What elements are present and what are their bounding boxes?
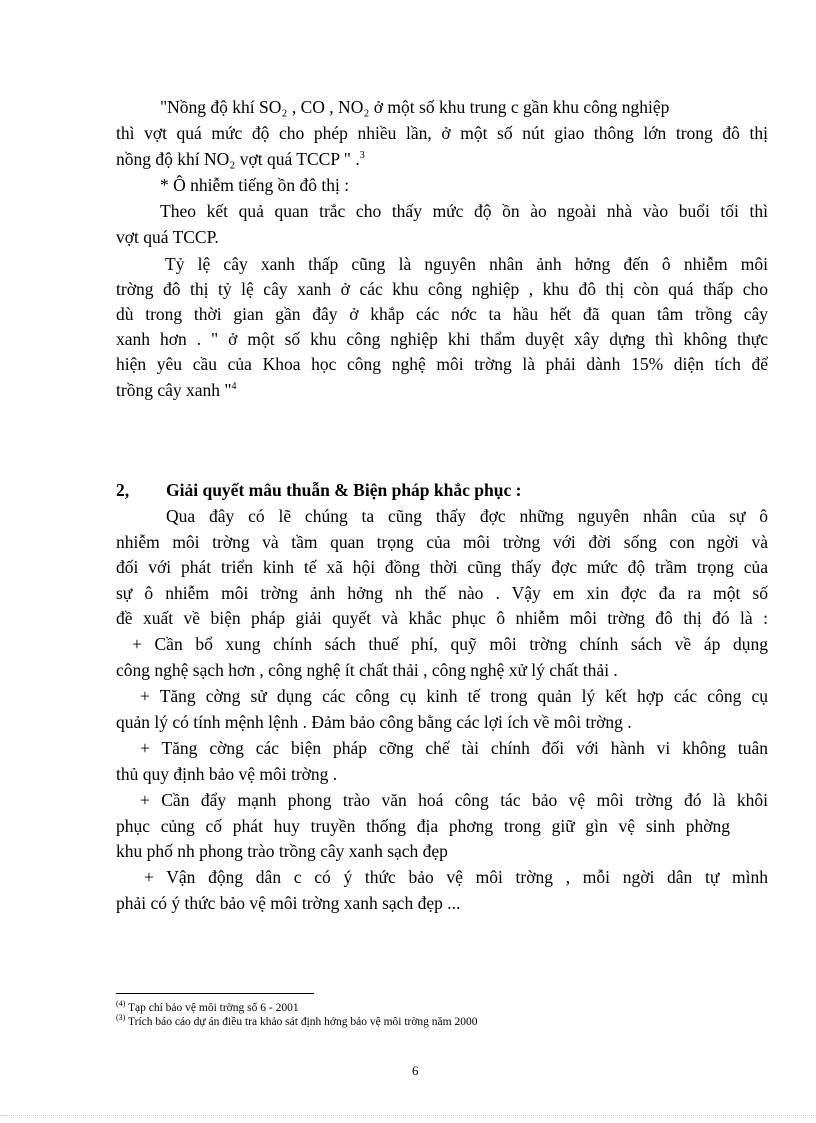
section-line: + Vận động dân c có ý thức bảo vệ môi trờng , mỗi ngời dân tự mình [144, 867, 768, 887]
footnote-text: Trích báo cáo dự án điều tra khảo sát định hớng bảo vệ môi trờng năm 2000 [128, 1016, 478, 1028]
body-line: * Ô nhiễm tiếng ồn đô thị : [160, 175, 350, 195]
page-bottom-border [0, 1115, 816, 1116]
section-line: quản lý có tính mệnh lệnh . Đảm bảo công bằng các lợi ích về môi trờng . [116, 712, 632, 732]
body-line [160, 96, 669, 118]
footnote [116, 1015, 478, 1029]
body-line: vợt quá TCCP. [116, 227, 219, 247]
footnote-ref: 3 [359, 150, 365, 162]
section-line: phục củng cố phát huy truyền thống địa phơng trong giữ gìn vệ sinh phờng [116, 816, 730, 836]
section-line: khu phố nh phong trào trồng cây xanh sạch đẹp [116, 841, 448, 861]
section-number: 2, [116, 480, 130, 500]
body-line: hiện yêu cầu của Khoa học công nghệ môi trờng là phải dành 15% diện tích để [116, 354, 768, 374]
section-line: công nghệ sạch hơn , công nghệ ít chất thải , công nghệ xử lý chất thải . [116, 660, 618, 680]
body-line: dù trong thời gian gần đây ở khắp các nớc ta hầu hết đã quan tâm trồng cây [116, 304, 768, 324]
body-line: thì vợt quá mức độ cho phép nhiều lần, ở một số nút giao thông lớn trong đô thị [116, 123, 768, 143]
section-line: đối với phát triển kinh tế xã hội đồng thời cũng thấy đợc mức độ trầm trọng của [116, 557, 768, 577]
body-line [116, 148, 365, 170]
body-line: xanh hơn . " ở một số khu công nghiệp khi thẩm duyệt xây dựng thì không thực [116, 329, 768, 349]
footnote [116, 1001, 299, 1015]
footnote-separator [116, 993, 314, 994]
footnote-mark: (4) [116, 999, 126, 1009]
footnote-text: Tạp chí bảo vệ môi trờng số 6 - 2001 [128, 1002, 299, 1014]
section-line: + Tăng cờng các biện pháp cỡng chế tài chính đối với hành vi không tuân [140, 738, 768, 758]
section-line: + Cần đẩy mạnh phong trào văn hoá công tác bảo vệ môi trờng đó là khôi [140, 790, 768, 810]
body-line: Theo kết quả quan trắc cho thấy mức độ ồn ào ngoài nhà vào buổi tối thì [160, 201, 768, 221]
page-number: 6 [412, 1063, 419, 1078]
footnote-ref: 4 [231, 381, 237, 393]
section-line: + Cần bổ xung chính sách thuế phí, quỹ môi trờng chính sách về áp dụng [132, 634, 768, 654]
section-line: nhiễm môi trờng và tầm quan trọng của môi trờng với đời sống con ngời và [116, 532, 768, 552]
section-line: sự ô nhiễm môi trờng ảnh hởng nh thế nào . Vậy em xin đợc đa ra một số [116, 583, 768, 603]
section-line: thủ quy định bảo vệ môi trờng . [116, 764, 338, 784]
body-line [116, 379, 237, 401]
section-line: + Tăng cờng sử dụng các công cụ kinh tế trong quản lý kết hợp các công cụ [140, 686, 768, 706]
section-line: đề xuất về biện pháp giải quyết và khắc phục ô nhiễm môi trờng đô thị đó là : [116, 608, 768, 628]
footnote-mark: (3) [116, 1013, 126, 1023]
body-line-text: nồng độ khí NO₂ vợt quá TCCP " . [116, 149, 360, 169]
section-line: Qua đây có lẽ chúng ta cũng thấy đợc những nguyên nhân của sự ô [166, 506, 768, 526]
section-title: Giải quyết mâu thuẫn & Biện pháp khắc phục : [166, 480, 522, 500]
body-line: trờng đô thị tỷ lệ cây xanh ở các khu công nghiệp , khu đô thị còn quá thấp cho [116, 279, 768, 299]
body-line-text: "Nồng độ khí SO₂ , CO , NO₂ ở một số khu trung c gần khu công nghiệp [160, 97, 670, 117]
section-line: phải có ý thức bảo vệ môi trờng xanh sạch đẹp ... [116, 893, 461, 913]
body-line: Tỷ lệ cây xanh thấp cũng là nguyên nhân ảnh hởng đến ô nhiễm môi [165, 254, 768, 274]
body-line-text: trồng cây xanh " [116, 380, 232, 400]
